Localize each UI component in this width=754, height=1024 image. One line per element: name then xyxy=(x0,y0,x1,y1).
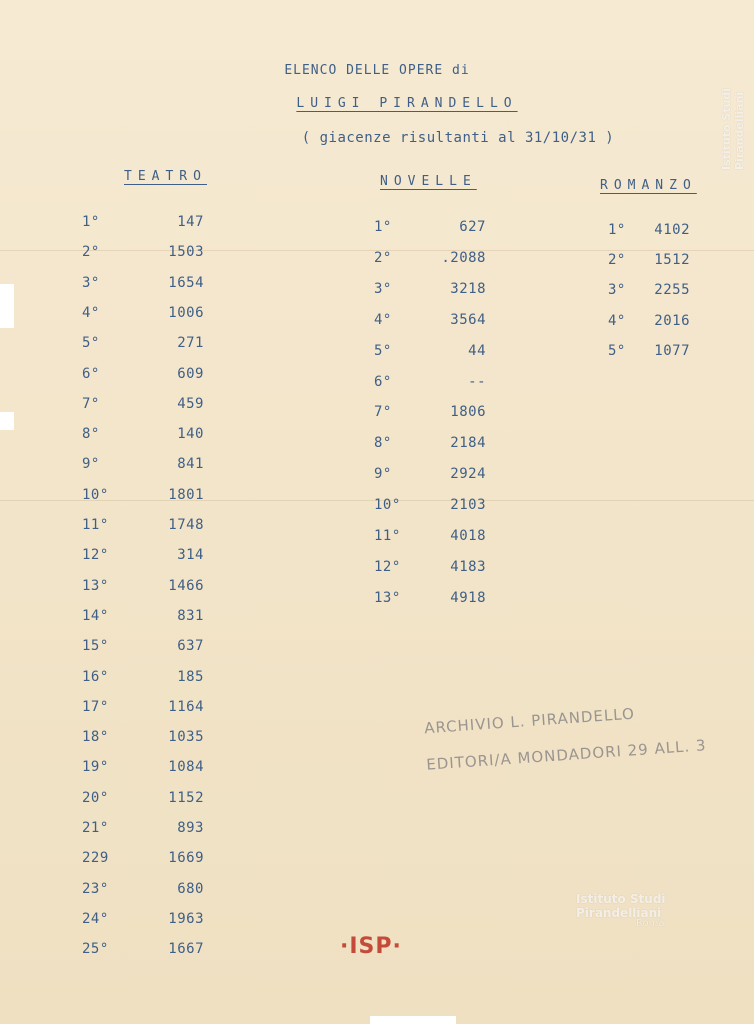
novelle-ordinal: 7° xyxy=(374,404,392,421)
teatro-row xyxy=(82,335,204,355)
paper-tear xyxy=(0,412,14,430)
novelle-ordinal: 10° xyxy=(374,497,401,514)
column-title-romanzo: ROMANZO xyxy=(600,178,697,193)
novelle-row xyxy=(374,466,486,486)
novelle-ordinal: 12° xyxy=(374,558,401,575)
column-title-novelle: NOVELLE xyxy=(380,174,477,189)
romanzo-row xyxy=(608,252,690,272)
novelle-row xyxy=(374,219,486,239)
archive-stamp-bottom: Istituto Studi Pirandelliani xyxy=(576,892,666,920)
teatro-row xyxy=(82,911,204,931)
novelle-quantity: 4018 xyxy=(450,528,486,544)
novelle-ordinal: 2° xyxy=(374,249,392,266)
teatro-row xyxy=(82,669,204,689)
novelle-quantity: 3564 xyxy=(450,311,486,328)
romanzo-quantity: 4102 xyxy=(654,222,690,238)
teatro-row xyxy=(82,699,204,719)
novelle-row xyxy=(374,404,486,424)
novelle-ordinal: 6° xyxy=(374,373,392,390)
teatro-ordinal: 18° xyxy=(82,729,109,746)
handwritten-note-line-2: EDITORI/A MONDADORI 29 ALL. 3 xyxy=(425,736,708,774)
novelle-quantity: 4918 xyxy=(450,589,486,606)
teatro-ordinal: 17° xyxy=(82,698,109,715)
teatro-row xyxy=(82,275,204,295)
document-title: ELENCO DELLE OPERE di xyxy=(284,63,470,78)
teatro-ordinal: 13° xyxy=(82,577,109,594)
novelle-ordinal: 5° xyxy=(374,342,392,359)
romanzo-quantity: 2016 xyxy=(654,312,690,329)
teatro-row xyxy=(82,305,204,325)
teatro-row xyxy=(82,244,204,264)
teatro-row xyxy=(82,881,204,901)
romanzo-row xyxy=(608,282,690,302)
teatro-row xyxy=(82,729,204,749)
teatro-row xyxy=(82,396,204,416)
novelle-quantity: 4183 xyxy=(450,558,486,575)
novelle-ordinal: 9° xyxy=(374,466,392,483)
teatro-quantity: 1152 xyxy=(168,789,204,806)
teatro-quantity: 1654 xyxy=(168,274,204,291)
novelle-row xyxy=(374,374,486,394)
teatro-row xyxy=(82,517,204,537)
handwritten-note-line-1: ARCHIVIO L. PIRANDELLO xyxy=(423,704,636,738)
teatro-row xyxy=(82,366,204,386)
romanzo-row xyxy=(608,343,690,363)
romanzo-ordinal: 4° xyxy=(608,312,626,329)
novelle-ordinal: 11° xyxy=(374,528,401,544)
teatro-ordinal: 12° xyxy=(82,547,109,564)
teatro-quantity: 1667 xyxy=(168,941,204,958)
teatro-row xyxy=(82,638,204,658)
romanzo-ordinal: 3° xyxy=(608,282,626,299)
teatro-quantity: 147 xyxy=(177,214,204,230)
teatro-quantity: 459 xyxy=(177,395,204,412)
teatro-quantity: 185 xyxy=(177,668,204,685)
teatro-ordinal: 6° xyxy=(82,365,100,382)
novelle-ordinal: 13° xyxy=(374,589,401,606)
novelle-row xyxy=(374,343,486,363)
teatro-ordinal: 4° xyxy=(82,304,100,321)
romanzo-quantity: 1512 xyxy=(654,252,690,269)
novelle-row xyxy=(374,497,486,517)
novelle-quantity: 2103 xyxy=(450,497,486,514)
novelle-quantity: 2184 xyxy=(450,435,486,452)
teatro-ordinal: 1° xyxy=(82,214,100,230)
novelle-row xyxy=(374,435,486,455)
teatro-ordinal: 7° xyxy=(82,395,100,412)
teatro-quantity: 680 xyxy=(177,880,204,897)
novelle-quantity: -- xyxy=(468,373,486,390)
teatro-quantity: 831 xyxy=(177,607,204,624)
teatro-row xyxy=(82,487,204,507)
teatro-quantity: 1084 xyxy=(168,759,204,776)
novelle-ordinal: 3° xyxy=(374,280,392,297)
novelle-quantity: 1806 xyxy=(450,404,486,421)
romanzo-quantity: 1077 xyxy=(654,342,690,359)
teatro-ordinal: 5° xyxy=(82,335,100,352)
archive-stamp-side: Istituto Studi Pirandelliani xyxy=(720,87,746,170)
novelle-quantity: 2924 xyxy=(450,466,486,483)
novelle-ordinal: 8° xyxy=(374,435,392,452)
teatro-ordinal: 19° xyxy=(82,759,109,776)
paper-tear xyxy=(370,1016,456,1024)
novelle-row xyxy=(374,281,486,301)
novelle-row xyxy=(374,590,486,610)
novelle-ordinal: 4° xyxy=(374,311,392,328)
teatro-ordinal: 15° xyxy=(82,638,109,655)
teatro-row xyxy=(82,759,204,779)
teatro-row xyxy=(82,608,204,628)
romanzo-ordinal: 1° xyxy=(608,222,626,238)
teatro-quantity: 1801 xyxy=(168,486,204,503)
document-subtitle: ( giacenze risultanti al 31/10/31 ) xyxy=(301,130,615,146)
column-title-teatro: TEATRO xyxy=(124,169,207,184)
teatro-quantity: 609 xyxy=(177,365,204,382)
novelle-row xyxy=(374,559,486,579)
teatro-ordinal: 21° xyxy=(82,820,109,836)
teatro-quantity: 841 xyxy=(177,456,204,473)
romanzo-row xyxy=(608,313,690,333)
romanzo-ordinal: 2° xyxy=(608,252,626,269)
teatro-row xyxy=(82,214,204,234)
teatro-quantity: 893 xyxy=(177,820,204,836)
novelle-row xyxy=(374,250,486,270)
novelle-quantity: .2088 xyxy=(441,249,486,266)
isp-logo: ·ISP· xyxy=(340,934,402,959)
novelle-row xyxy=(374,312,486,332)
teatro-row xyxy=(82,850,204,870)
teatro-ordinal: 2° xyxy=(82,244,100,261)
teatro-row xyxy=(82,547,204,567)
teatro-ordinal: 14° xyxy=(82,607,109,624)
teatro-row xyxy=(82,820,204,840)
teatro-row xyxy=(82,790,204,810)
teatro-ordinal: 11° xyxy=(82,517,109,533)
archive-stamp-city: Roma xyxy=(636,918,665,929)
teatro-quantity: 140 xyxy=(177,426,204,443)
teatro-quantity: 271 xyxy=(177,335,204,352)
novelle-quantity: 44 xyxy=(468,342,486,359)
teatro-ordinal: 23° xyxy=(82,880,109,897)
romanzo-row xyxy=(608,222,690,242)
teatro-ordinal: 9° xyxy=(82,456,100,473)
teatro-row xyxy=(82,426,204,446)
romanzo-ordinal: 5° xyxy=(608,342,626,359)
author-name: LUIGI PIRANDELLO xyxy=(296,96,518,111)
novelle-ordinal: 1° xyxy=(374,219,392,235)
novelle-quantity: 627 xyxy=(459,219,486,235)
teatro-quantity: 1503 xyxy=(168,244,204,261)
teatro-ordinal: 16° xyxy=(82,668,109,685)
teatro-ordinal: 10° xyxy=(82,486,109,503)
teatro-ordinal: 25° xyxy=(82,941,109,958)
teatro-quantity: 1669 xyxy=(168,850,204,867)
teatro-row xyxy=(82,456,204,476)
teatro-row xyxy=(82,578,204,598)
teatro-ordinal: 3° xyxy=(82,274,100,291)
teatro-ordinal: 20° xyxy=(82,789,109,806)
teatro-quantity: 1035 xyxy=(168,729,204,746)
paper-tear xyxy=(0,284,14,328)
teatro-quantity: 637 xyxy=(177,638,204,655)
teatro-ordinal: 229 xyxy=(82,850,109,867)
teatro-ordinal: 24° xyxy=(82,910,109,927)
teatro-ordinal: 8° xyxy=(82,426,100,443)
teatro-quantity: 1466 xyxy=(168,577,204,594)
teatro-quantity: 1164 xyxy=(168,698,204,715)
novelle-quantity: 3218 xyxy=(450,280,486,297)
teatro-quantity: 1006 xyxy=(168,304,204,321)
novelle-row xyxy=(374,528,486,548)
teatro-quantity: 314 xyxy=(177,547,204,564)
teatro-quantity: 1748 xyxy=(168,517,204,533)
romanzo-quantity: 2255 xyxy=(654,282,690,299)
teatro-quantity: 1963 xyxy=(168,910,204,927)
teatro-row xyxy=(82,941,204,961)
